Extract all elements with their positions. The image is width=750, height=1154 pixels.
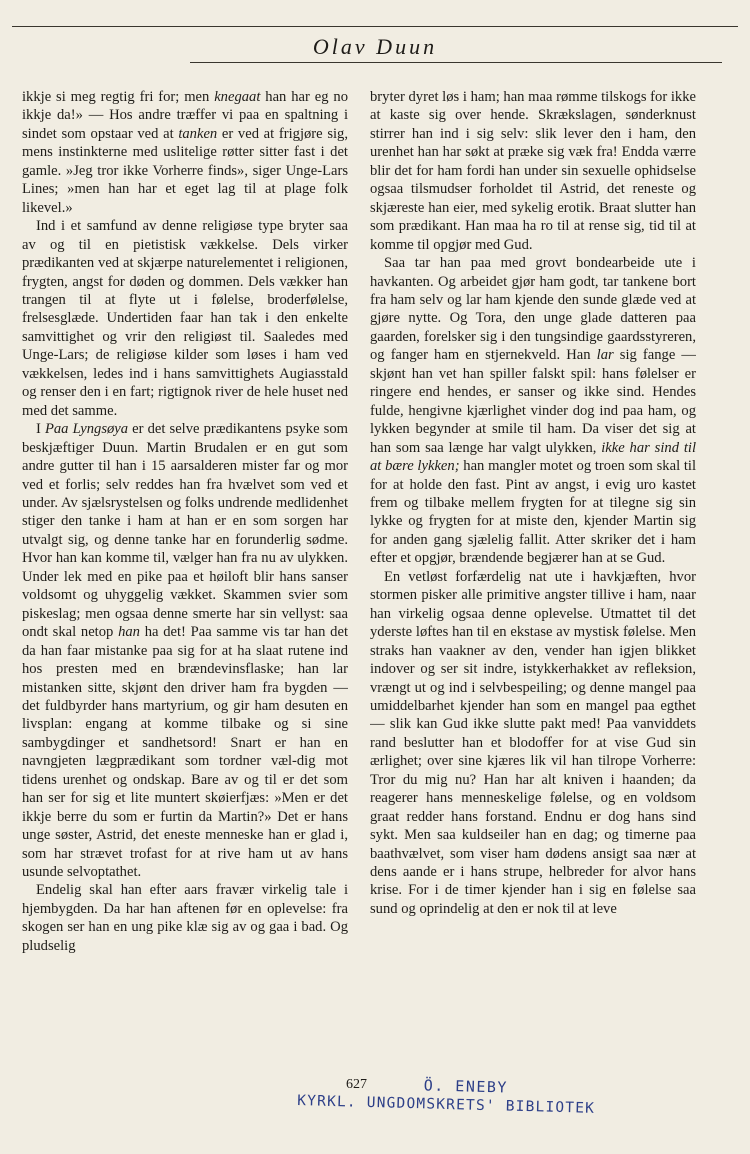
italic-text: Paa Lyngsøya: [44, 421, 129, 438]
header-rule: [190, 62, 722, 63]
italic-text: ikke har sind til at bære lykken;: [370, 439, 696, 475]
paragraph: Saa tar han paa med grovt bondearbeide ute i havkanten. Og arbeidet gjør ham godt, tar tankene bort fra ham selv og lar ham kjende den sunde glæde ved at gjøre nytte. Og Tora, den unge glade datteren paa gaarden, forelsker sig i den tungsindige gaardsstyreren, og fanger ham en stjernekveld. Han lar sig fange — skjønt han vet han spiller falskt spil: hans følelser er ringere end hendes, er sanser og ikke sind. Hendes fulde, hengivne kjærlighet vinder dog ind paa ham, og lykken begynder at smile til ham. Da viser det sig at han som saa længe har valgt ulykken, ikke har sind til at bære lykken; han mangler motet og troen som skal til for at holde den fast. Pint av angst, i evig uro kastet frem og tilbake mellem frygten for at tilegne sig sin lykke og frygten for at miste den, kjender Martin sig for anden gang sjælelig fallit. Atter skriker det i ham efter et opgjør, brændende begjærer han at se Gud.: [370, 255, 696, 567]
top-rule: [12, 26, 738, 27]
paragraph: En vetløst forfærdelig nat ute i havkjæften, hvor stormen pisker alle primitive angster tillive i ham, naar han virkelig ogsaa denne oplevelse. Utmattet til det yderste løftes han til en ekstase av mystisk følelse. Men straks han vaakner av den, vender han igjen blikket indover og ser sit indre, istykkerhakket av refleksion, vrængt ut og ind i selvbespeiling; og denne mangel paa umiddelbarhet kjender han som en mangel paa egthet — slik kan Gud ikke slutte pakt med! Paa vanviddets rand beslutter han et blodoffer for at vise Gud sin ærlighet; over sine kjæres lik vil han tilrope Vorherre: Tror du mig nu? Han har alt kniven i haanden; da reagerer hans menneskelige følelse, og en voldsom graat redder hans forstand. Endnu er dog hans sind sykt. Men saa kuldseiler han en dag; og timerne paa baathvælvet, som viser ham dødens ansigt saa nær at dens aande er i hans strupe, helbreder for alvor hans krise. For i de timer kjender han i sig en følelse saa sund og oprindelig at den er nok til at leve: [370, 568, 696, 917]
stamp-library: KYRKL. UNGDOMSKRETS' BIBLIOTEK: [297, 1093, 596, 1117]
paragraph: bryter dyret løs i ham; han maa rømme tilskogs for ikke at kaste sig over hende. Skrækslagen, sønderknust stirrer han ind i sig selv: slik lever den i ham, den urenhet han har søkt at præke sig væk fra! Endda værre blir det for ham fordi han under sin sexuelle ophidselse ogsaa tilsmudser forholdet til Astrid, det reneste og skjæreste han eier, med sykelig erotik. Braat slutter han som prædikant. Han maa ha ro til at rense sig, tid til at komme til opgjør med Gud.: [370, 89, 696, 253]
paragraph: ikkje si meg regtig fri for; men knegaat han har eg no ikkje da!» — Hos andre træffer vi paa en spaltning i sindet som opstaar ved at tanken er ved at frigjøre sig, mens instinkterne med uslitelige røtter sitter fast i det gamle. »Jeg tror ikke Vorherre finds», siger Unge-Lars Lines; »men han har et eget lag til at plage folk likevel.»: [22, 89, 348, 216]
paragraph: Endelig skal han efter aars fravær virkelig tale i hjembygden. Da har han aftenen før en oplevelse: fra skogen ser han en ung pike klæ sig av og gaa i bad. Og pludselig: [22, 882, 348, 954]
left-column: [22, 88, 348, 1090]
library-stamp: [294, 1073, 645, 1142]
italic-text: knegaat: [214, 89, 261, 105]
italic-text: han: [118, 624, 140, 641]
paragraph: Ind i et samfund av denne religiøse type bryter saa av og til en pietistisk vækkelse. Dels virker prædikanten ved at skjærpe naturelementet i religionen, frygten, angst for døden og dommen. Dels vækker han trangen til at flyte ut i følelse, broderfølelse, frelsesglæde. Undertiden faar han tak i den enkelte samvittighet og vrir den religiøst til. Saaledes med Unge-Lars; de religiøse kilder som løses i ham ved vækkelsen, ledes ind i hans samvittighets Augiasstald og renser den i en fart; rigtignok river de hele huset ned med det samme.: [22, 218, 348, 419]
running-head: Olav Duun: [312, 34, 438, 59]
paragraph: I Paa Lyngsøya er det selve prædikantens psyke som beskjæftiger Duun. Martin Brudalen er en gut som andre gutter til han i 15 aarsalderen mister far og mor ved et forlis; selv reddes han fra hvælvet som ved et under. Av sjælsrystelsen og folks undrende medlidenhet stiger den tanke i ham at han er en som sorgen har utvalgt sig, og denne tanke har en forunderlig sødme. Hvor han kan komme til, vælger han fra nu av ulykken. Under lek med en pike paa et høiloft blir hans sanser voldsomt og uhyggelig vækket. Skammen svier som piskeslag; men ogsaa denne smerte har sin vellyst: saa ondt skal netop han ha det! Paa samme vis tar han det da han faar mistanke paa sig for at ha slaat rutene ind hos presten med en brændevinsflaske; han lar mistanken sitte, skjønt den driver ham fra bygden — det fuldbyrder hans martyrium, og gir ham desuten en livsplan: engang at komme tilbake og si sine sambygdinger et sandhetsord! Snart er han en navngjeten lægprædikant som tordner væl-dig mot tidens urenhet og ondskap. Bare av og til er det som han ser for sig et lite muntert skøierfjæs: »Men er det ikkje berre du som er furtin da Martin?» Det er hans unge søster, Astrid, det eneste menneske han er glad i, som har strævet trofast for at rive ham ut av hans usunde selvoptathet.: [22, 421, 348, 881]
stamp-owner: Ö. ENEBY: [423, 1076, 509, 1097]
right-column: [370, 88, 696, 1090]
italic-text: tanken: [178, 125, 218, 142]
italic-text: lar: [596, 347, 614, 364]
page-number: 627: [346, 1077, 367, 1092]
